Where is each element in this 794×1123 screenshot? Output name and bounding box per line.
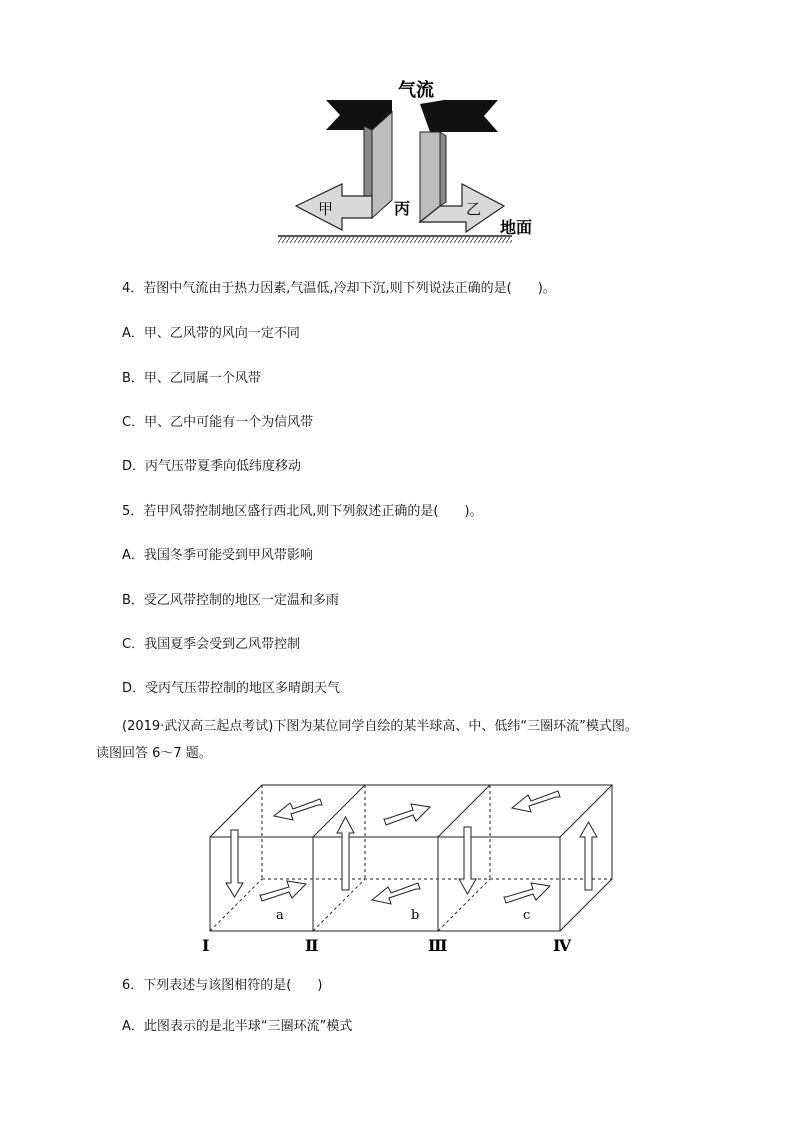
q4-option-d: D．丙气压带夏季向低纬度移动 (122, 459, 302, 474)
label-jia: 甲 (318, 200, 334, 218)
q5-option-a: A．我国冬季可能受到甲风带影响 (122, 548, 313, 563)
lower-arrow-c (504, 883, 550, 903)
right-flag (420, 100, 498, 132)
q5-option-d: D．受丙气压带控制的地区多晴朗天气 (122, 681, 341, 696)
q6-option-a: A．此图表示的是北半球“三圈环流”模式 (122, 1019, 353, 1034)
intro-line1: (2019·武汉高三起点考试)下图为某位同学自绘的某半球高、中、低纬“三圈环流”模式图。 (122, 719, 638, 734)
q4-option-a: A．甲、乙风带的风向一定不同 (122, 326, 300, 341)
cell-label-a: a (276, 908, 284, 923)
label-ground: 地面 (500, 218, 533, 237)
intro-line2: 读图回答 6～7 题。 (96, 746, 212, 761)
arrow-jia (296, 184, 372, 230)
q5-option-b: B．受乙风带控制的地区一定温和多雨 (122, 593, 339, 608)
upper-arrow-cell2 (384, 804, 430, 825)
cell-label-c: c (523, 908, 531, 923)
lower-arrow-b (372, 883, 420, 904)
boundary-label-4: Ⅳ (553, 936, 572, 955)
q6-stem: 6．下列表述与该图相符的是( ) (122, 978, 323, 993)
label-yi: 乙 (466, 200, 482, 218)
up-arrow-boundary4 (580, 822, 597, 890)
label-airflow: 气流 (398, 80, 434, 101)
boundary-label-3: Ⅲ (428, 936, 448, 955)
boundary-label-2: Ⅱ (305, 936, 319, 955)
down-arrow-cell1 (226, 830, 243, 897)
q4-stem: 4．若图中气流由于热力因素,气温低,冷却下沉,则下列说法正确的是( )。 (122, 281, 556, 296)
upper-arrow-cell1 (274, 799, 322, 820)
up-arrow-boundary2 (337, 817, 354, 890)
lower-arrow-a (260, 881, 306, 901)
q5-option-c: C．我国夏季会受到乙风带控制 (122, 637, 301, 652)
three-cell-circulation-diagram (0, 775, 794, 965)
ground-surface (278, 236, 512, 243)
upper-arrow-cell3 (512, 791, 560, 812)
q4-option-c: C．甲、乙中可能有一个为信风带 (122, 415, 314, 430)
q5-stem: 5．若甲风带控制地区盛行西北风,则下列叙述正确的是( )。 (122, 504, 483, 519)
cell-label-b: b (411, 908, 420, 923)
boundary-label-1: Ⅰ (202, 936, 210, 955)
q4-option-b: B．甲、乙同属一个风带 (122, 371, 261, 386)
label-bing: 丙 (394, 199, 411, 218)
airflow-diagram (0, 0, 794, 250)
